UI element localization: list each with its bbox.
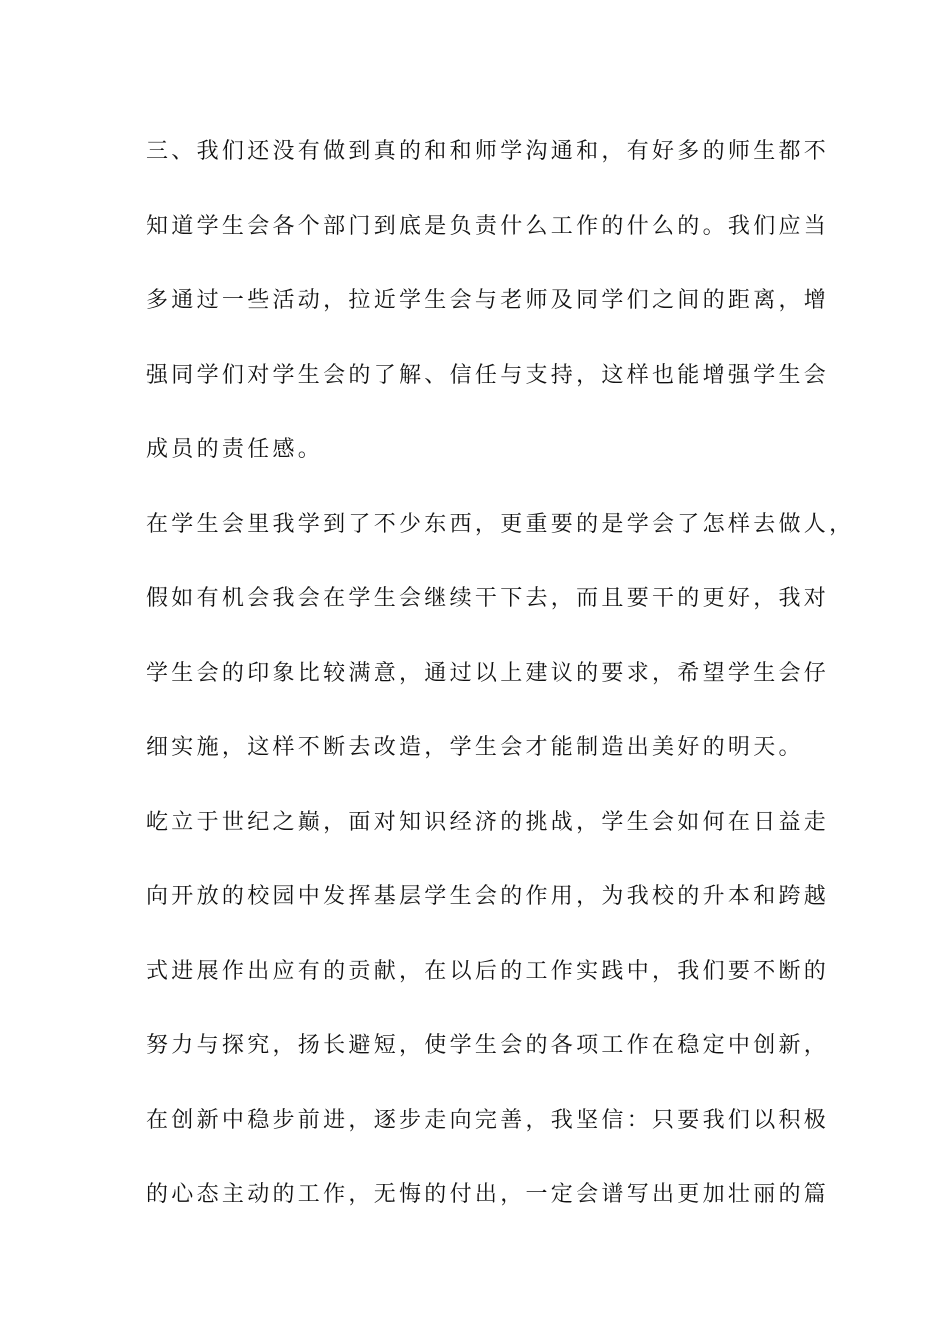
text-line: 式进展作出应有的贡献，在以后的工作实践中，我们要不断的 [146,958,830,984]
text-line: 努力与探究，扬长避短，使学生会的各项工作在稳定中创新， [146,1033,830,1058]
text-line: 在创新中稳步前进，逐步走向完善，我坚信：只要我们以积极 [146,1107,830,1133]
text-line: 三、我们还没有做到真的和和师学沟通和，有好多的师生都不 [146,139,830,164]
text-line: 在学生会里我学到了不少东西，更重要的是学会了怎样去做人， [146,511,855,537]
text-line: 假如有机会我会在学生会继续干下去，而且要干的更好，我对 [146,586,830,611]
text-line: 成员的责任感。 [146,437,324,462]
text-line: 知道学生会各个部门到底是负责什么工作的什么的。我们应当 [146,213,830,239]
text-line: 向开放的校园中发挥基层学生会的作用，为我校的升本和跨越 [146,884,830,909]
text-line: 多通过一些活动，拉近学生会与老师及同学们之间的距离，增 [146,288,830,313]
text-line: 的心态主动的工作，无悔的付出，一定会谱写出更加壮丽的篇 [146,1182,830,1207]
text-line: 学生会的印象比较满意，通过以上建议的要求，希望学生会仔 [146,660,830,686]
text-line: 屹立于世纪之巅，面对知识经济的挑战，学生会如何在日益走 [146,809,830,835]
text-line: 强同学们对学生会的了解、信任与支持，这样也能增强学生会 [146,362,830,388]
body-text [146,127,855,1245]
text-line: 细实施，这样不断去改造，学生会才能制造出美好的明天。 [146,735,804,760]
